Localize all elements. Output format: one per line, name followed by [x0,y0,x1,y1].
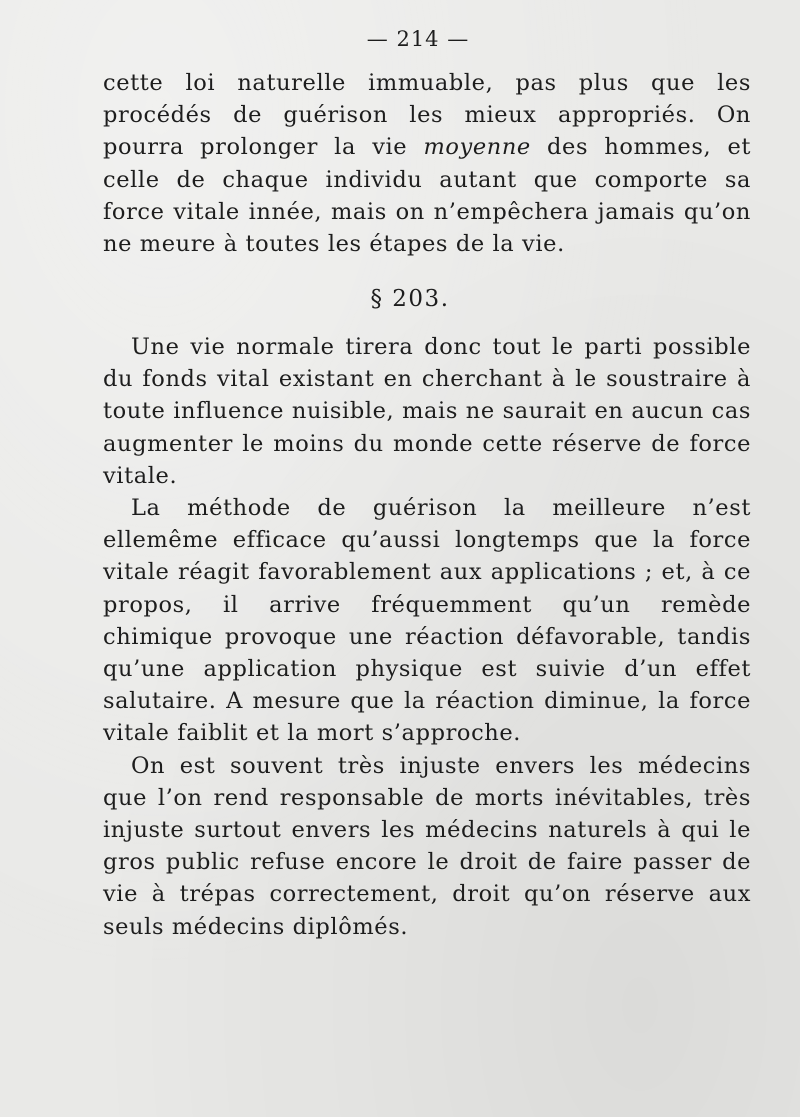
paragraph-1: Une vie normale tirera donc tout le parti possible du fonds vital existant en cherchant à le soustraire à toute influence nuisible, mais ne saurait en aucun cas augmenter le moins du monde cette réserve de force vitale. [103,334,751,489]
italic-word: moyenne [423,134,531,161]
continuation-text-end: des hommes, et celle de chaque individu autant que comporte sa force vitale innée, mais on n’empêchera jamais qu’on ne meure à toutes les étapes de la vie. [103,134,751,258]
continuation-text-start: cette loi naturelle immuable, pas plus que les procédés de guérison les mieux appropriés. On pourra prolonger la vie [103,70,751,161]
paragraph-2: La méthode de guérison la meilleure n’est ellemême efficace qu’aussi longtemps que la force vitale réagit favorablement aux applications ; et, à ce propos, il arrive fréquemment qu’un remède chimique provoque une réaction défavorable, tandis qu’une application physique est suivie d’un effet salutaire. A mesure que la réaction diminue, la force vitale faiblit et la mort s’approche. [103,495,751,747]
paragraph-3: On est souvent très injuste envers les médecins que l’on rend responsable de morts inévitables, très injuste surtout envers les médecins naturels à qui le gros public refuse encore le droit de faire passer de vie à trépas correctement, droit qu’on réserve aux seuls médecins diplômés. [103,752,751,940]
page-number: — 214 — [366,27,470,51]
section-text-block [103,331,751,943]
continuation-text-block [103,67,751,260]
section-heading: § 203. [370,286,450,312]
continuation-paragraph [103,67,751,260]
